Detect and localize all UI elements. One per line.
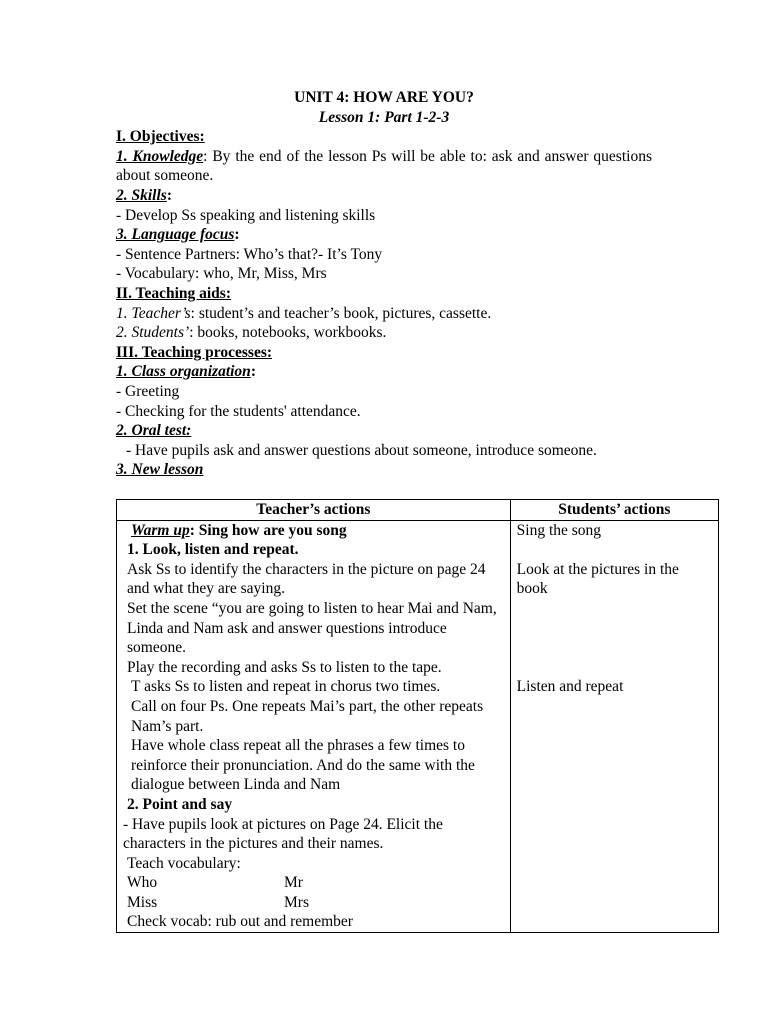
student-aids-text: : books, notebooks, workbooks. (189, 324, 387, 342)
vocab-row-1 (123, 873, 504, 893)
warmup-line (123, 521, 504, 541)
teacher-step-1: Ask Ss to identify the characters in the picture on page 24 and what they are saying. (127, 560, 486, 598)
student-aids-label: 2. Students’ (116, 324, 190, 342)
teacher-aids-text: : student’s and teacher’s book, pictures, cassette. (190, 304, 492, 322)
teacher-aids (116, 304, 652, 324)
oral-test-label: 2. Oral test: (116, 422, 192, 440)
step2-heading: 2. Point and say (127, 795, 233, 813)
aids-heading: II. Teaching aids: (116, 284, 232, 302)
language-label: 3. Language focus (116, 226, 235, 244)
teacher-step-2: Set the scene “you are going to listen to hear Mai and Nam, Linda and Nam ask and answer questions introduce someone. (127, 599, 497, 657)
student-step-2: Look at the pictures in the book (516, 560, 679, 598)
teacher-step-3: Play the recording and asks Ss to listen to the tape. (127, 658, 442, 676)
skills-label: 2. Skills (116, 186, 167, 204)
step1-heading: 1. Look, listen and repeat. (127, 541, 299, 559)
teacher-aids-label: 1. Teacher’s (116, 304, 191, 322)
skills-colon: : (166, 186, 172, 204)
skills-text: - Develop Ss speaking and listening skills (116, 206, 376, 224)
processes-heading: III. Teaching processes: (116, 343, 273, 361)
new-lesson-label: 3. New lesson (116, 461, 204, 479)
table-row (117, 520, 719, 932)
language-colon: : (234, 226, 240, 244)
page-title: UNIT 4: HOW ARE YOU? (294, 89, 474, 106)
lesson-table (116, 499, 719, 933)
class-org-colon: : (250, 363, 256, 381)
student-step-1: Sing the song (516, 521, 602, 539)
class-org-line (116, 362, 652, 382)
students-actions-cell (510, 520, 718, 932)
header-students-actions: Students’ actions (510, 500, 718, 521)
warmup-label: Warm up (131, 521, 190, 539)
vocab-miss: Miss (127, 893, 158, 911)
header-teacher-actions: Teacher’s actions (117, 500, 511, 521)
sentence-partners: - Sentence Partners: Who’s that?- It’s Tony (116, 245, 383, 263)
vocabulary-line: - Vocabulary: who, Mr, Miss, Mrs (116, 265, 327, 283)
lesson-subtitle: Lesson 1: Part 1-2-3 (318, 108, 450, 126)
teacher-actions-cell (117, 520, 511, 932)
warmup-text: : Sing how are you song (189, 521, 347, 539)
teacher-step-9: Check vocab: rub out and remember (127, 913, 353, 931)
attendance-line: - Checking for the students' attendance. (116, 402, 361, 420)
student-aids (116, 323, 652, 343)
table-header-row (117, 500, 719, 521)
class-org-label: 1. Class organization (116, 363, 251, 381)
teacher-step-5: Call on four Ps. One repeats Mai’s part, the other repeats Nam’s part. (131, 697, 484, 735)
vocab-who: Who (127, 874, 158, 892)
skills-line (116, 186, 652, 206)
greeting-line: - Greeting (116, 382, 180, 400)
vocab-mr: Mr (284, 874, 303, 892)
teacher-step-7: - Have pupils look at pictures on Page 24. Elicit the characters in the pictures and their names. (123, 815, 443, 853)
vocab-mrs: Mrs (284, 893, 309, 911)
vocab-row-2 (123, 893, 504, 913)
teacher-step-8: Teach vocabulary: (127, 854, 241, 872)
document-page (116, 88, 652, 480)
objectives-heading: I. Objectives: (116, 128, 205, 146)
teacher-step-6: Have whole class repeat all the phrases a few times to reinforce their pronunciation. And do the same with the dialogue between Linda and Nam (131, 737, 475, 794)
knowledge-label: 1. Knowledge (116, 147, 204, 165)
student-step-3: Listen and repeat (516, 678, 624, 696)
language-line (116, 225, 652, 245)
teacher-step-4: T asks Ss to listen and repeat in chorus two times. (131, 678, 441, 696)
knowledge-paragraph (116, 147, 652, 186)
knowledge-text: : By the end of the lesson Ps will be able to: ask and answer questions about someone. (116, 147, 652, 185)
oral-test-text: - Have pupils ask and answer questions about someone, introduce someone. (126, 441, 597, 459)
